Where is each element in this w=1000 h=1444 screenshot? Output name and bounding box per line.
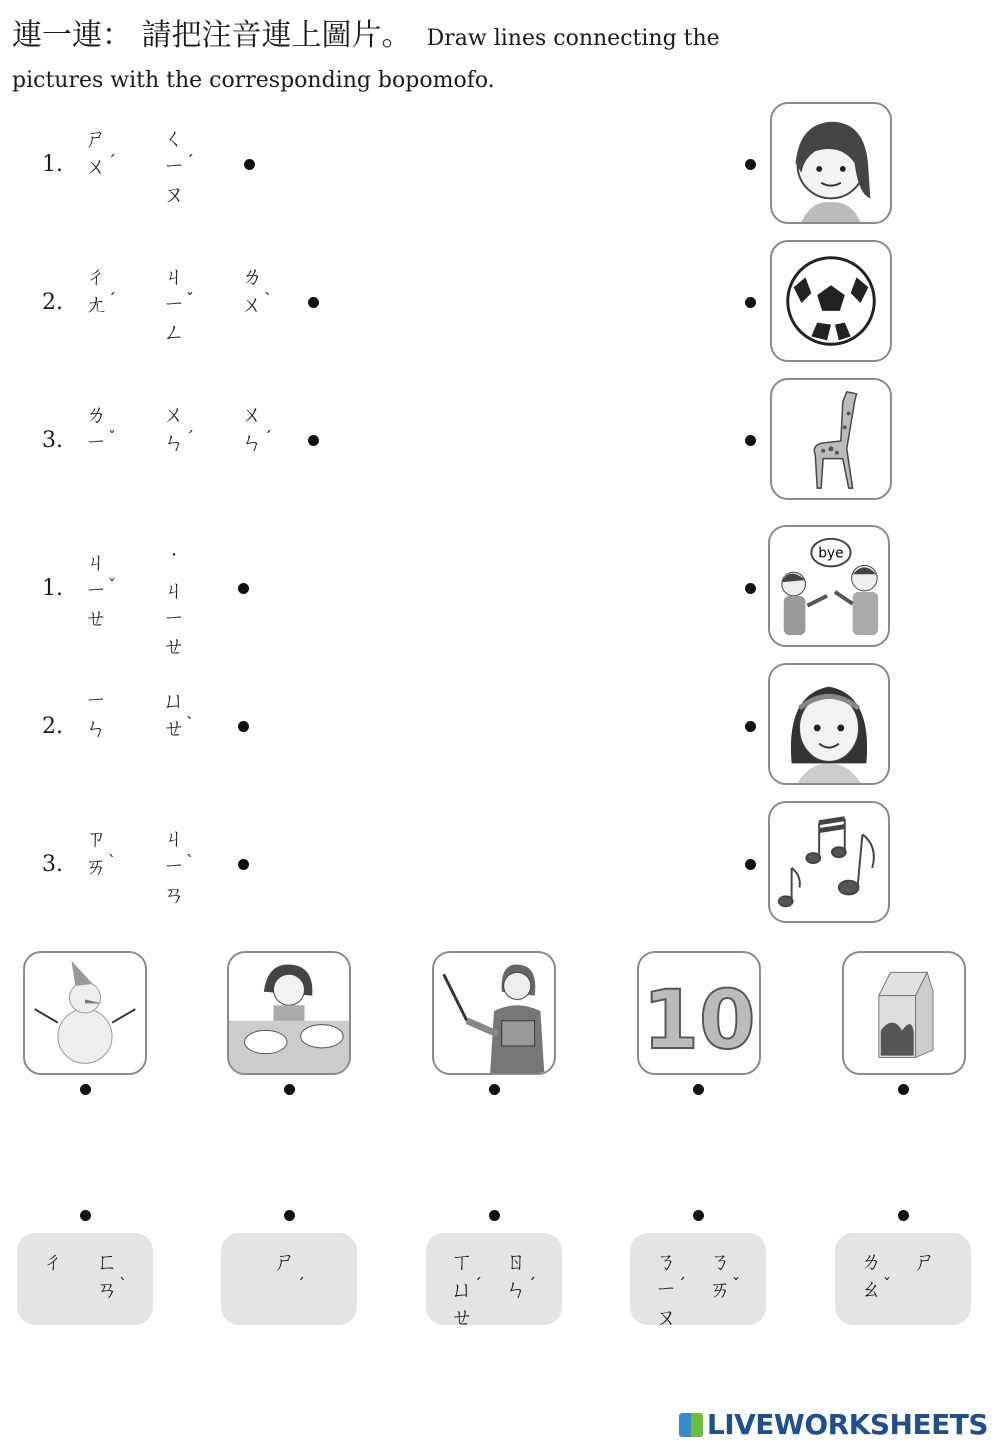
bopomofo-char: ㄧ <box>84 431 107 456</box>
bopomofo-char: ㄧ <box>162 855 185 880</box>
bopomofo-char: ㄧ <box>84 579 107 604</box>
bopomofo-char: ㄌ <box>240 265 263 290</box>
bopomofo-char: ㄋ <box>708 1250 731 1275</box>
tone-mark: ˇ <box>108 428 116 447</box>
logo-text: LIVEWORKSHEETS <box>706 1408 988 1441</box>
right-connect-dot[interactable] <box>745 721 756 732</box>
bopomofo-char: ㄔ <box>84 265 107 290</box>
bopomofo-char: ㄢ <box>95 1278 118 1303</box>
right-connect-dot[interactable] <box>745 583 756 594</box>
bopomofo-syllable <box>654 1249 708 1329</box>
bopomofo-char: ㄝ <box>162 635 185 660</box>
girl-headband-icon <box>768 663 890 785</box>
snowman-icon <box>23 951 147 1075</box>
bopomofo-char: ㄧ <box>84 689 107 714</box>
bopomofo-char: ㄌ <box>859 1250 882 1275</box>
row-number: 1. <box>42 152 63 177</box>
bopomofo-char: ˙ㄐ <box>162 551 185 604</box>
answer-connect-dot[interactable] <box>898 1210 909 1221</box>
tone-mark: ˊ <box>297 1275 305 1294</box>
tone-mark: ˋ <box>119 1275 127 1294</box>
tone-mark: ˇ <box>883 1275 891 1294</box>
row-number: 3. <box>42 852 63 877</box>
bopomofo-char: ㄐ <box>162 265 185 290</box>
bopomofo-syllable <box>84 126 138 206</box>
bopomofo-char: ㄧ <box>162 293 185 318</box>
girl-face-icon <box>770 102 892 224</box>
bopomofo-char: ㄩ <box>450 1278 473 1303</box>
tone-mark: ˋ <box>186 852 194 871</box>
tone-mark: ˊ <box>108 152 116 171</box>
music-notes-icon <box>768 801 890 923</box>
bopomofo-syllable <box>708 1249 762 1329</box>
bopomofo-char: ㄔ <box>41 1250 64 1275</box>
bopomofo-char: ㄧ <box>654 1278 677 1303</box>
answer-box <box>630 1233 766 1331</box>
right-connect-dot[interactable] <box>745 159 756 170</box>
bopomofo-char: ㄋ <box>654 1250 677 1275</box>
bopomofo-char: ㄡ <box>654 1306 677 1331</box>
logo-icon <box>679 1413 703 1437</box>
answer-connect-dot[interactable] <box>80 1210 91 1221</box>
tone-mark: ˊ <box>186 428 194 447</box>
bopomofo-char: ㄐ <box>84 551 107 576</box>
right-connect-dot[interactable] <box>745 859 756 870</box>
bopomofo-char: ㄠ <box>859 1278 882 1303</box>
left-connect-dot[interactable] <box>308 435 319 446</box>
row-number: 2. <box>42 290 63 315</box>
tone-mark: ˊ <box>528 1275 536 1294</box>
bopomofo-char: ㄡ <box>162 183 185 208</box>
bopomofo-syllable <box>859 1249 913 1329</box>
bopomofo-syllable <box>84 550 138 630</box>
bopomofo-syllable <box>162 264 216 344</box>
bopomofo-syllable <box>84 826 138 906</box>
tone-mark: ˋ <box>186 714 194 733</box>
bopomofo-char: ㄗ <box>84 827 107 852</box>
bopomofo-syllable <box>450 1249 504 1329</box>
tone-mark: ˇ <box>732 1275 740 1294</box>
picture-connect-dot[interactable] <box>898 1084 909 1095</box>
left-connect-dot[interactable] <box>308 297 319 308</box>
bopomofo-char: ㄢ <box>162 883 185 908</box>
bopomofo-char: ㄒ <box>450 1250 473 1275</box>
bopomofo-char: ㄝ <box>450 1306 473 1331</box>
bopomofo-char: ㄑ <box>162 127 185 152</box>
title-english-1: Draw lines connecting the <box>426 26 720 51</box>
bopomofo-char: ㄕ <box>84 127 107 152</box>
bopomofo-char: ㄖ <box>504 1250 527 1275</box>
bopomofo-char: ㄨ <box>84 155 107 180</box>
picture-connect-dot[interactable] <box>693 1084 704 1095</box>
left-connect-dot[interactable] <box>238 583 249 594</box>
bopomofo-syllable <box>84 264 138 344</box>
answer-connect-dot[interactable] <box>284 1210 295 1221</box>
number-ten-text: 10 <box>642 973 756 1068</box>
soccer-ball-icon <box>770 240 892 362</box>
tone-mark: ˋ <box>108 852 116 871</box>
bopomofo-char: ㄕ <box>273 1250 296 1275</box>
left-connect-dot[interactable] <box>244 159 255 170</box>
left-connect-dot[interactable] <box>238 721 249 732</box>
answer-box <box>17 1233 153 1325</box>
picture-connect-dot[interactable] <box>284 1084 295 1095</box>
tone-mark: ˋ <box>264 290 272 309</box>
row-number: 1. <box>42 576 63 601</box>
row-number: 2. <box>42 714 63 739</box>
answer-connect-dot[interactable] <box>489 1210 500 1221</box>
bopomofo-syllable <box>41 1249 95 1329</box>
bopomofo-char: ㄧ <box>162 155 185 180</box>
answer-connect-dot[interactable] <box>693 1210 704 1221</box>
teacher-pointer-icon <box>432 951 556 1075</box>
title-english-2: pictures with the corresponding bopomofo. <box>12 68 495 93</box>
bopomofo-syllable <box>240 402 294 482</box>
number-ten-icon <box>637 951 761 1075</box>
bopomofo-syllable <box>84 402 138 482</box>
kids-saying-bye-icon <box>768 525 890 647</box>
title-chinese: 連一連： 請把注音連上圖片。 <box>12 18 412 53</box>
bopomofo-char: ㄨ <box>240 293 263 318</box>
bopomofo-char: ㄣ <box>162 431 185 456</box>
girl-eating-icon <box>227 951 351 1075</box>
right-connect-dot[interactable] <box>745 435 756 446</box>
bopomofo-char: ㄤ <box>84 293 107 318</box>
bopomofo-char: ㄣ <box>504 1278 527 1303</box>
bopomofo-char: ㄣ <box>240 431 263 456</box>
bopomofo-char: ㄨ <box>240 403 263 428</box>
tone-mark: ˇ <box>108 576 116 595</box>
answer-box <box>221 1233 357 1325</box>
worksheet-title <box>12 10 987 93</box>
bopomofo-syllable <box>84 688 138 768</box>
bopomofo-syllable <box>162 688 216 768</box>
bopomofo-syllable <box>162 550 216 660</box>
answer-box <box>426 1233 562 1331</box>
bopomofo-char: ㄕ <box>913 1250 936 1275</box>
tone-mark: ˊ <box>474 1275 482 1294</box>
bopomofo-char: ㄥ <box>162 321 185 346</box>
bopomofo-syllable <box>162 402 216 482</box>
tone-mark: ˇ <box>186 290 194 309</box>
giraffe-icon <box>770 378 892 500</box>
bopomofo-syllable <box>162 126 216 206</box>
picture-connect-dot[interactable] <box>489 1084 500 1095</box>
bopomofo-char: ㄨ <box>162 403 185 428</box>
bopomofo-char: ㄌ <box>84 403 107 428</box>
right-connect-dot[interactable] <box>745 297 756 308</box>
bopomofo-char: ㄈ <box>95 1250 118 1275</box>
bopomofo-char: ㄐ <box>162 827 185 852</box>
answer-box <box>835 1233 971 1325</box>
bopomofo-syllable <box>273 1249 327 1329</box>
tone-mark: ˊ <box>186 152 194 171</box>
bopomofo-char: ㄣ <box>84 717 107 742</box>
tone-mark: ˊ <box>108 290 116 309</box>
speech-bubble-text: bye <box>818 545 844 562</box>
bopomofo-syllable <box>504 1249 558 1329</box>
bopomofo-syllable <box>913 1249 967 1329</box>
picture-connect-dot[interactable] <box>80 1084 91 1095</box>
bopomofo-syllable <box>162 826 216 906</box>
bopomofo-char: ㄞ <box>84 855 107 880</box>
bopomofo-char: ㄝ <box>162 717 185 742</box>
row-number: 3. <box>42 428 63 453</box>
tone-mark: ˊ <box>264 428 272 447</box>
bopomofo-syllable <box>240 264 294 344</box>
tone-mark: ˊ <box>678 1275 686 1294</box>
milk-carton-icon <box>842 951 966 1075</box>
liveworksheets-logo <box>679 1408 988 1441</box>
bopomofo-char: ㄝ <box>84 607 107 632</box>
left-connect-dot[interactable] <box>238 859 249 870</box>
bopomofo-syllable <box>95 1249 149 1329</box>
bopomofo-char: ㄩ <box>162 689 185 714</box>
bopomofo-char: ㄞ <box>708 1278 731 1303</box>
bopomofo-char: ㄧ <box>162 607 185 632</box>
